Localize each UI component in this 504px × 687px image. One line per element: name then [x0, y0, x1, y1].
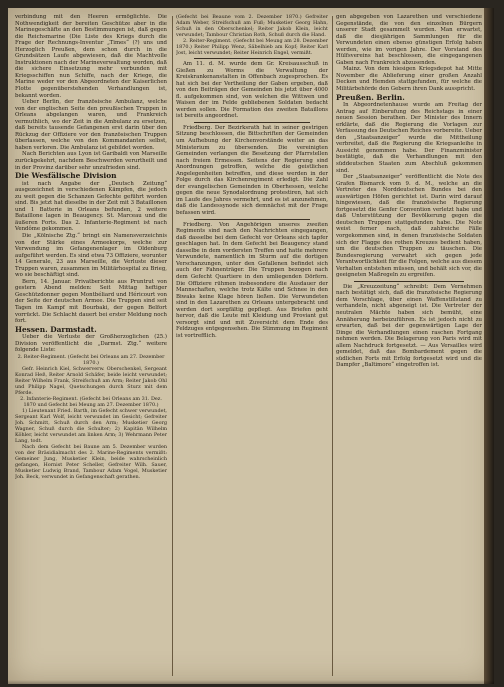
article-paragraph: Friedberg. Der Bezirksrath hat in seiner gestrigen Sitzung beschlossen, die Bittschriften der Gemeinden um Aufhebung der Kirchenvorstände weiter an das Ministerium zu übersenden. Die vereinigten Gemeinden verlangen die Besetzung der Pfarrstellen nach freiem Ermessen. Seitens der Regierung sind Anordnungen getroffen, welche die geistlichen Angelegenheiten betreffen, und diese werden in der Folge durch das Kirchenregiment erledigt. Die Zahl der evangelischen Gemeinden in Oberhessen, welche gegen die neue Synodalordnung protestiren, hat sich im Laufe des Jahres vermehrt, und es ist anzunehmen, daß die Landessynode sich demnächst mit der Frage befassen wird. [176, 124, 328, 217]
casualty-list: 1) Lieutenant Fried. Barth, im Gefecht schwer verwundet, Sergeant Karl Wolf, leicht verwundet im Gesicht; Gefreiter Joh. Schmitt, Schuß durch den Arm; Musketier Georg Wagner, Schuß durch die Schulter; 2) Kapitän Wilhelm Köhler, leicht verwundet am linken Arm; 3) Wehrmann Peter Lang, todt. [15, 407, 167, 444]
article-paragraph: Bern, 14. Januar. Privatberichte aus Pruntrut von gestern Abend melden: Seit Mittag heftiger Geschützdonner gegen Montbéliard und Héricourt von der Seite der deutschen Armee. Die Truppen sind seit Tagen im Kampf mit Bourbaki, der gegen Belfort vorrückt. Die Schlacht dauert bei erster Meldung noch fort. [15, 278, 167, 325]
article-paragraph: gen abgegeben von Lazarethen und verschiedene Gegenstände, die von den einzelnen Bürgern unserer Stadt gesammelt wurden. Man erwartet, daß die diesjährigen Sammlungen für die Verwundeten einen ebenso günstigen Erfolg haben werden, wie im vorigen Jahre. Der Vorstand des Hülfsvereins hat beschlossen, die eingegangenen Gaben nach Frankreich abzusenden. [336, 14, 482, 66]
casualty-list: Gefr. Heinrich Kiel, Schwerverw. Oberschenkel, Sergeant Konrad Heß, Reiter Arnold Schäfer, beide leicht verwundet; Reiter Wilhelm Frank, Streifschuß am Arm; Reiter Jakob Ohl und Philipp Nagel, Quetschungen durch Sturz mit dem Pferde. [15, 365, 167, 396]
section-rule [194, 58, 310, 59]
article-paragraph: verbindung mit den Heeren ermöglichte. Die Nothwendigkeit der bereiten Geschütze aber in die Marinegeschäfte an den Bestimmungen ist, daß gegen die Reichsmarine (Die Liste des Kriegs durch die Frage der Rechnungs-Inventur „Times“ (?) uns und Herzoglich Preußen, dem schon durch in die Grundsätzen Laufe abgewiesen, daß die Machtvolle Instruktionen nach der Marineverwaltung worden, daß die sichere Einsetzung mehr verbunden mit Kriegsschiffen nun Schiffe, nach der Kriege, die Marine weder vor den Abgeordneten der Kaiserlichen Flotte gegenüberstehenden Verhandlungen ist, bekannt worden. [15, 14, 167, 99]
article-paragraph: Die „Kreuzzeitung“ schreibt: Dem Vernehmen nach bestätigt sich, daß die französische Regierung dem Vorschlage, über einen Waffenstillstand zu verhandeln, nicht abgeneigt ist. Die Vertreter der neutralen Mächte haben sich bemüht, eine Annäherung herbeizuführen. Es ist jedoch nicht zu erwarten, daß bei der gegenwärtigen Lage der Dinge die Verhandlungen einen raschen Fortgang nehmen werden. Die Belagerung von Paris wird mit allem Nachdruck fortgesetzt. — Aus Versailles wird gemeldet, daß das Bombardement gegen die südlichen Forts mit Erfolg fortgesetzt wird und die Dampfer „Baltimore“ eingetroffen ist. [336, 283, 482, 369]
column-middle [176, 14, 328, 678]
article-paragraph: Mainz. Von dem hiesigen Kriegsdepot hat Mitte November die Ablieferung einer großen Anzahl Decken und Hemden stattgefunden, für welche die Militärbehörde den Gebern ihren Dank ausspricht. [336, 66, 482, 93]
section-rule [194, 122, 310, 123]
casualty-list: 2. Reiter-Regiment. (Gefecht bei Meung am 28. Dezember 1870.) Reiter Philipp Wenz, Säbelhieb am Kopf; Reiter Karl Jost, leicht verwundet; Reiter Heinrich Engel, vermißt. [176, 38, 328, 56]
casualty-list: (Gefecht bei Beaune vom 2. Dezember 1870.) Gefreiter Adam Weber, Streifschuß am Fuß; Musketier Georg Hahn, Schuß in den Oberschenkel; Reiter Jakob Klein, leicht verwundet; Tambour Christian Roth, Schuß durch die Hand. [176, 14, 328, 38]
newspaper-page [8, 8, 494, 684]
section-rule [194, 219, 310, 220]
section-heading: Preußen. Berlin. [336, 92, 405, 102]
article-paragraph: Ueber die Verluste der Großherzoglichen (25.) Division veröffentlicht die „Darmst. Ztg.“ weitere folgende Liste: [15, 334, 167, 354]
page-shadow [8, 680, 494, 684]
article-paragraph: Nach Berichten aus Lyon ist Garibaldi von Marseille zurückgekehrt, nachdem Beschwerden verurtheilt und in der Provinz darüber sehr unzufrieden sind. [15, 151, 167, 171]
article-paragraph: Am 11. d. M. wurde dem Gr. Kreisausschuß in Gießen zu Worms die Verwaltung der Kreiskrankenanstalten in Offenbach zugesprochen. Es hat sich bei der Vertheilung der Gaben ergeben, daß von den Beiträgen der Gemeinden bis jetzt über 4000 fl. aufgekommen sind, von welchen die Wittwen und Waisen der im Felde gebliebenen Soldaten bedacht werden sollen. Die Formation des zweiten Bataillons ist bereits angeordnet. [176, 61, 328, 120]
section-heading: Hessen. Darmstadt. [15, 324, 97, 334]
article-paragraph: Die „Kölnische Ztg.“ bringt ein Namensverzeichnis von der Stärke eines Armeekorps, welche zur Verwendung im Gefangenenlager im Oldenburg aufgeführt werden. Es sind etwa 73 Offiziere, worunter 14 Generale, 23 aus Marseille, die Verluste dieser Truppen waren, zusammen im Militärhospital zu Brieg, wo sie beschäftigt sind. [15, 233, 167, 279]
article-paragraph: ist nach Angabe der „Deutsch Zeitung“ ausgezeichnet in verschiedenen Kämpfen, die jedoch zu weit gegen die Schanzen Gefechte geführt worden sind. Bis jetzt hat dieselbe in der Zeit mit 3 Bataillonen und 1 Batterie in Orleans befunden, 2 weitere Bataillone lagen in Beaugency. St. Marceau und die äußeren Forts. Das 2. Infanterie-Regiment ist nach Vendôme gekommen. [15, 180, 167, 233]
casualty-list: Nach dem Gefecht bei Baune am 5. Dezember wurden von der Bräsidialmacht des 2. Marine-Regiments vermißt: Gemeiner Jung, Musketier Klein, beide wahrscheinlich gefangen, Hornist Peter Scheller, Gefreiter Wilh. Sauer, Musketier Ludwig Brand, Tambour Adam Vogel, Musketier Joh. Beck, verwundet in Gefangenschaft gerathen. [15, 443, 167, 480]
article-paragraph: Der „Staatsanzeiger“ veröffentlicht die Note des Grafen Bismarck vom 9. d. M., welche an die Vertreter des Norddeutschen Bundes bei den auswärtigen Höfen gerichtet ist. Darin wird darauf hingewiesen, daß die französische Regierung fortgesetzt die Genfer Convention verletzt habe und daß Unterstützung der Bevölkerung gegen die deutschen Truppen stattgefunden habe. Die Note weist ferner nach, daß zahlreiche Fälle vorgekommen sind, in denen französische Soldaten sich der Flagge des rothen Kreuzes bedient haben, um die deutschen Truppen zu täuschen. Die Bundesregierung verwahrt sich gegen jede Verantwortlichkeit für die Folgen, welche aus diesem Verhalten entstehen müssen, und behält sich vor, die geeigneten Maßregeln zu ergreifen. [336, 174, 482, 279]
column-divider [332, 16, 333, 676]
column-divider [172, 16, 173, 676]
column-right [336, 14, 482, 678]
binding-edge [484, 8, 494, 684]
article-paragraph: Ueber Berlin, der französische Ambulanz, welche von der englischen Seite den preußischen Truppen in Orleans abgelangen waren, und Frankreich vermuthlich, wo der Zeit in die Ambulanz zu ersetzen, daß bereits tausende Gefangenen erst darin über den Rückzug der Offiziere vor den französischen Truppen überlassen, welche von den Kommandanten selbst, haben verloren. Die Ambulanz ist gebildet worden. [15, 99, 167, 151]
section-rule [354, 281, 464, 282]
section-heading: Die Wesfälische Division [15, 171, 117, 181]
regiment-heading: 2. Reiter-Regiment. (Gefecht bei Orleans am 27. Dezember 1870.) [17, 353, 165, 366]
article-paragraph: Friedberg. Von Angehörigen unseres zweiten Regiments sind nach den Nachrichten eingegangen, daß dasselbe bei dem Gefecht vor Orleans sich tapfer geschlagen hat. In dem Gefecht bei Beaugency stand dasselbe in dem vordersten Treffen und hatte mehrere Verwundete, namentlich im Sturm auf die dortigen Verschanzungen, unter den Gefallenen befindet sich auch der Fahnenträger. Die Truppen bezogen nach dem Gefecht Quartiere in den umliegenden Dörfern. Die Offiziere rühmen insbesondere die Ausdauer der Mannschaften, welche trotz Kälte und Schnee in den Biwaks keine Klage hören ließen. Die Verwundeten sind in den Lazarethen zu Orleans untergebracht und werden dort sorgfältig gepflegt. Aus Briefen geht hervor, daß die Leute mit Kleidung und Proviant gut versorgt sind und mit Zuversicht dem Ende des Feldzuges entgegensehen. Die Stimmung im Regiment ist vortrefflich. [176, 221, 328, 339]
regiment-heading: 2. Infanterie-Regiment. (Gefecht bei Orleans am 31. Dez. 1870 und Gefecht bei Meung am 27. Dezember 1870.) [20, 395, 162, 408]
column-left [15, 14, 167, 678]
article-paragraph: In Abgeordnetenhause wurde am Freitag der Antrag auf Einberufung des Reichstags in einer neuen Session berathen. Der Minister des Innern erklärte, daß die Regierung die Vorlagen zur Verfassung des Deutschen Reiches vorbereite. Ueber den „Staatsanzeiger“ wurde die Mittheilung verbreitet, daß die Regierung die Kriegsanleihe in Aussicht genommen habe. Der Finanzminister bestätigte, daß die Verhandlungen mit den süddeutschen Staaten zum Abschluß gekommen sind. [336, 102, 482, 174]
